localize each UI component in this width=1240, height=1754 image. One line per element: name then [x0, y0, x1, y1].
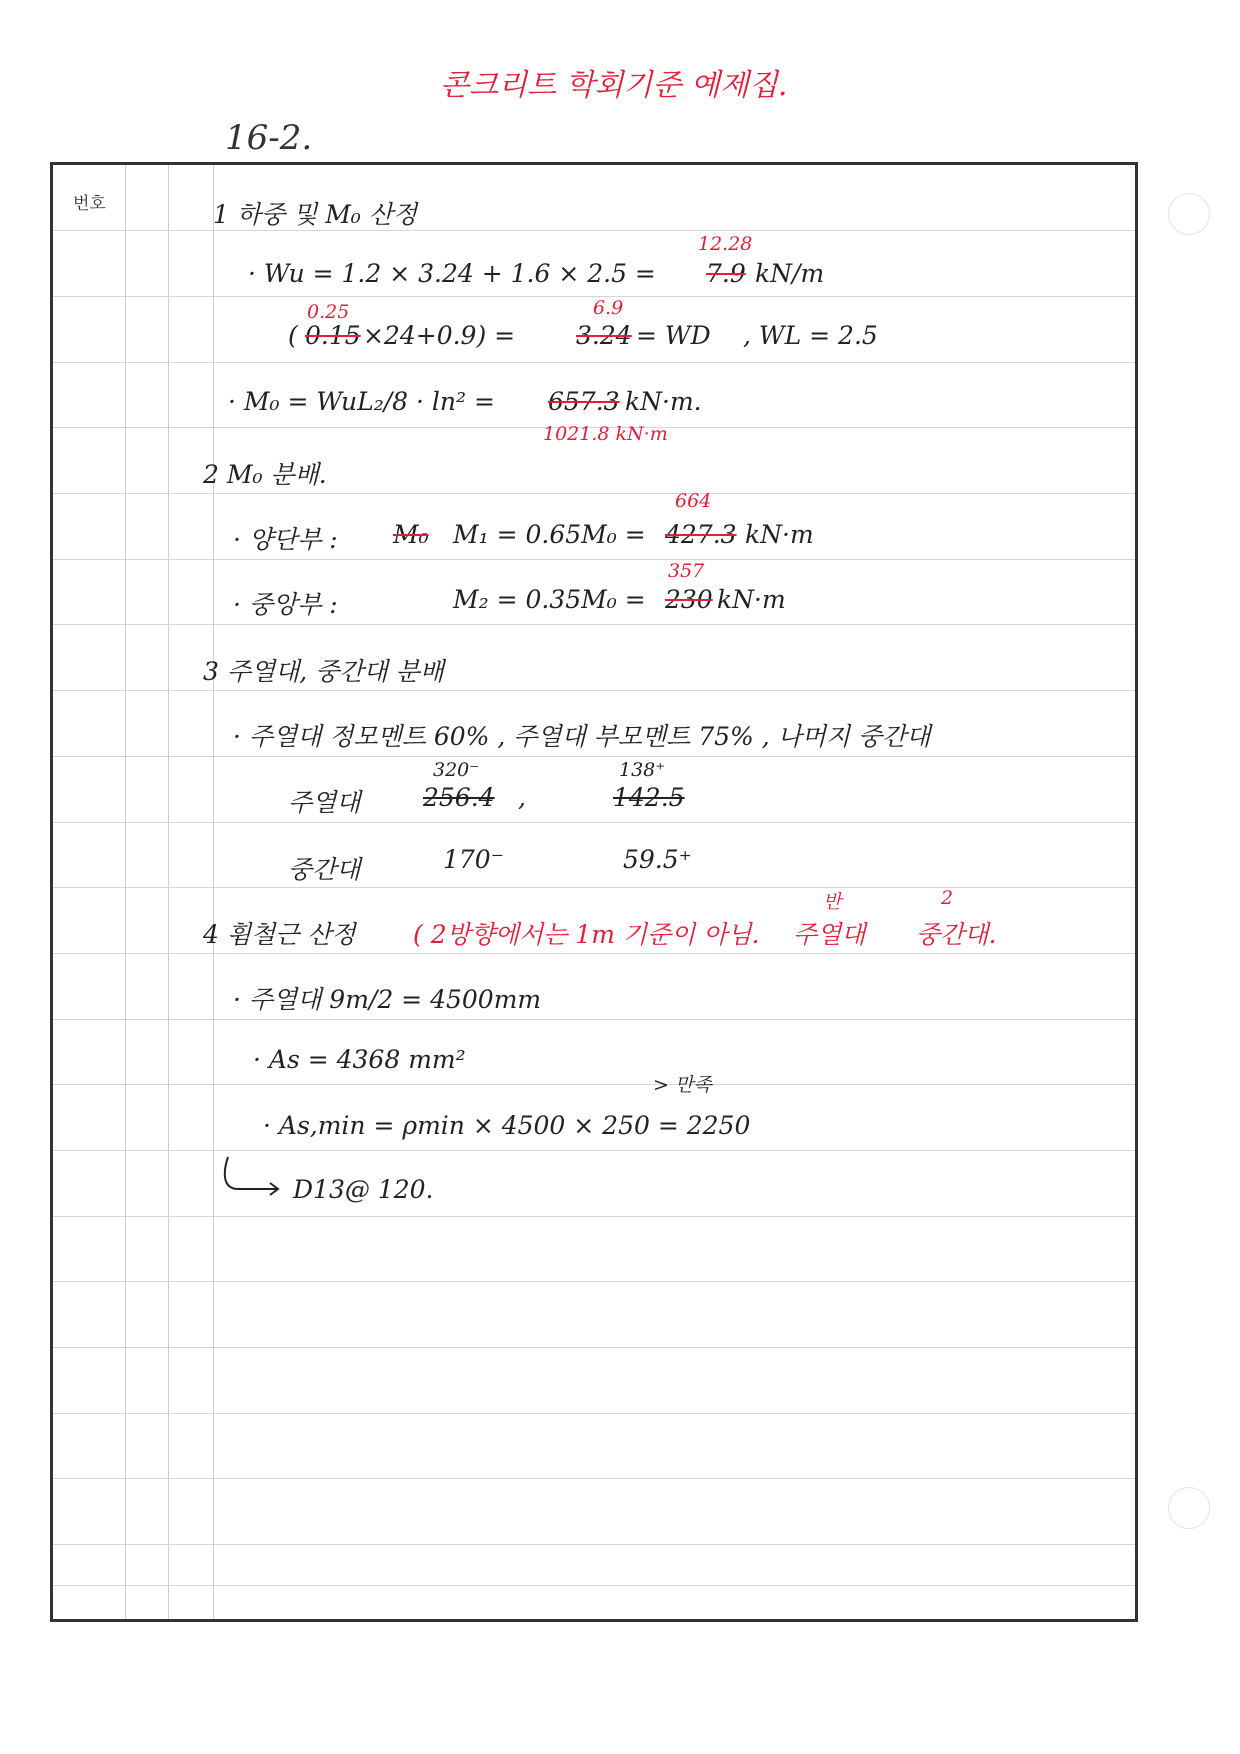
binder-hole	[1168, 1487, 1210, 1529]
wd-old-thickness: 0.15	[305, 321, 361, 350]
as-min-equation: · As,min = ρmin × 4500 × 250 = 2250	[263, 1111, 751, 1140]
section-4-note-column-strip: 주열대	[793, 920, 866, 949]
section-1-heading: 1 하중 및 M₀ 산정	[213, 200, 418, 229]
wd-old-value: 3.24	[576, 321, 632, 350]
column-strip-positive-old: 142.5	[613, 783, 685, 812]
m2-corrected-value: 357	[668, 560, 705, 582]
wl-equation: , WL = 2.5	[743, 321, 878, 350]
row-rule	[53, 1585, 1135, 1586]
number-column-header: 번호	[73, 194, 106, 214]
row-rule	[53, 493, 1135, 494]
row-rule	[53, 690, 1135, 691]
row-rule	[53, 1478, 1135, 1479]
wu-equation: · Wu = 1.2 × 3.24 + 1.6 × 2.5 =	[248, 259, 656, 288]
result-arrow-icon	[218, 1155, 288, 1205]
middle-strip-negative: 170⁻	[443, 845, 504, 874]
wu-corrected-value: 12.28	[698, 233, 753, 255]
middle-strip-positive: 59.5⁺	[623, 845, 692, 874]
column-strip-separator: ,	[518, 783, 526, 812]
row-rule	[53, 822, 1135, 823]
m2-equation: M₂ = 0.35M₀ =	[453, 585, 646, 614]
m2-unit: kN·m	[717, 585, 786, 614]
row-rule	[53, 756, 1135, 757]
row-rule	[53, 1544, 1135, 1545]
section-4-note-middle-mark: 2	[941, 887, 954, 909]
column-strip-negative-old: 256.4	[423, 783, 495, 812]
wu-unit: kN/m	[755, 259, 825, 288]
wd-paren: (	[288, 321, 298, 350]
column-rule	[125, 165, 126, 1619]
moment-distribution-line: · 주열대 정모멘트 60% , 주열대 부모멘트 75% , 나머지 중간대	[233, 722, 931, 751]
section-3-heading: 3 주열대, 중간대 분배	[203, 657, 444, 686]
binder-hole	[1168, 193, 1210, 235]
m1-unit: kN·m	[745, 520, 814, 549]
strip-width-equation: · 주열대 9m/2 = 4500mm	[233, 985, 542, 1014]
mo-equation: · M₀ = WuL₂/8 · ln² =	[228, 387, 495, 416]
row-rule	[53, 559, 1135, 560]
row-rule	[53, 1084, 1135, 1085]
wu-old-value: 7.9	[706, 259, 746, 288]
mo-corrected-value: 1021.8 kN·m	[543, 423, 668, 445]
wd-corrected-thickness: 0.25	[307, 301, 350, 323]
section-2-heading: 2 M₀ 분배.	[203, 460, 327, 489]
row-rule	[53, 1413, 1135, 1414]
page-number: 16-2.	[225, 118, 313, 158]
rebar-spec: D13@ 120.	[293, 1175, 434, 1204]
wd-label: = WD	[636, 321, 711, 350]
column-strip-label: 주열대	[288, 788, 361, 817]
m1-corrected-value: 664	[675, 490, 712, 512]
column-strip-negative-new: 320⁻	[433, 759, 480, 781]
m1-struck-symbol: M₀	[393, 520, 429, 549]
row-rule	[53, 953, 1135, 954]
ruled-sheet	[50, 162, 1138, 1622]
column-rule	[213, 165, 214, 1619]
as-equation: · As = 4368 mm²	[253, 1045, 466, 1074]
row-rule	[53, 624, 1135, 625]
m2-label: · 중앙부 :	[233, 590, 338, 619]
m1-label: · 양단부 :	[233, 525, 338, 554]
column-strip-positive-new: 138⁺	[619, 759, 666, 781]
section-4-heading: 4 휨철근 산정	[203, 920, 356, 949]
m2-old-value: 230	[665, 585, 713, 614]
m1-equation: M₁ = 0.65M₀ =	[453, 520, 646, 549]
middle-strip-label: 중간대	[288, 855, 361, 884]
row-rule	[53, 1019, 1135, 1020]
section-4-note-middle-strip: 중간대.	[916, 920, 997, 949]
mo-old-value: 657.3	[548, 387, 620, 416]
section-4-note: ( 2방향에서는 1m 기준이 아님.	[413, 920, 760, 949]
document-title: 콘크리트 학회기준 예제집.	[440, 68, 788, 103]
row-rule	[53, 1150, 1135, 1151]
satisfied-note: > 만족	[653, 1074, 712, 1096]
row-rule	[53, 1347, 1135, 1348]
row-rule	[53, 362, 1135, 363]
row-rule	[53, 1281, 1135, 1282]
wd-equation: ×24+0.9) =	[363, 321, 516, 350]
m1-old-value: 427.3	[665, 520, 737, 549]
column-rule	[168, 165, 169, 1619]
mo-unit: kN·m.	[625, 387, 702, 416]
wd-corrected-value: 6.9	[593, 297, 624, 319]
row-rule	[53, 1216, 1135, 1217]
section-4-note-column-mark: 반	[823, 891, 842, 913]
row-rule	[53, 887, 1135, 888]
